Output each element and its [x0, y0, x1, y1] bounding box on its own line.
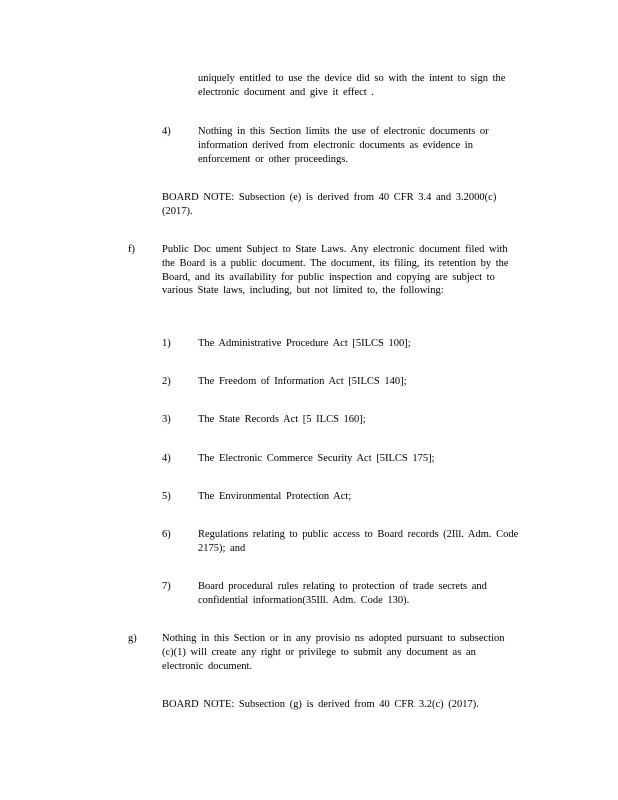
- list-item-text: The Electronic Commerce Security Act [5ILCS 175];: [198, 453, 435, 464]
- list-item-text: Board procedural rules relating to protection of trade secrets and confidential information(35Ill. Adm. Code 130).: [198, 581, 487, 606]
- section-f-text: Public Doc ument Subject to State Laws. Any electronic document filed with the Board is a public document. The document, its filing, its retention by the Board, and its availability for public inspection and copying are subject to various State laws, including, but not limited to, the following:: [162, 244, 509, 297]
- section-g-label: g): [128, 633, 137, 644]
- section-g-text: Nothing in this Section or in any provisio ns adopted pursuant to subsection (c)(1) will create any right or privilege to submit any document as an electronic document.: [162, 633, 505, 672]
- list-item-text: The Environmental Protection Act;: [198, 491, 352, 502]
- list-item-label: 1): [162, 338, 171, 349]
- list-item-label: 4): [162, 453, 171, 464]
- list-item-text: The Administrative Procedure Act [5ILCS 100];: [198, 338, 411, 349]
- list-item-label: 2): [162, 376, 171, 387]
- list-item-label: 5): [162, 491, 171, 502]
- section-f-label: f): [128, 244, 135, 255]
- item-4-text: Nothing in this Section limits the use of electronic documents or information derived from electronic documents as evidence in enforcement or other proceedings.: [198, 126, 489, 165]
- list-item-text: The State Records Act [5 ILCS 160];: [198, 414, 366, 425]
- list-item-text: Regulations relating to public access to Board records (2Ill. Adm. Code 2175); and: [198, 529, 519, 554]
- board-note-e: BOARD NOTE: Subsection (e) is derived from 40 CFR 3.4 and 3.2000(c) (2017).: [162, 192, 497, 217]
- continuation-paragraph: uniquely entitled to use the device did so with the intent to sign the electronic document and give it effect .: [198, 73, 506, 98]
- list-item-label: 7): [162, 581, 171, 592]
- board-note-g: BOARD NOTE: Subsection (g) is derived from 40 CFR 3.2(c) (2017).: [162, 699, 479, 710]
- list-item-label: 6): [162, 529, 171, 540]
- item-4-label: 4): [162, 126, 171, 137]
- list-item-text: The Freedom of Information Act [5ILCS 140];: [198, 376, 407, 387]
- list-item-label: 3): [162, 414, 171, 425]
